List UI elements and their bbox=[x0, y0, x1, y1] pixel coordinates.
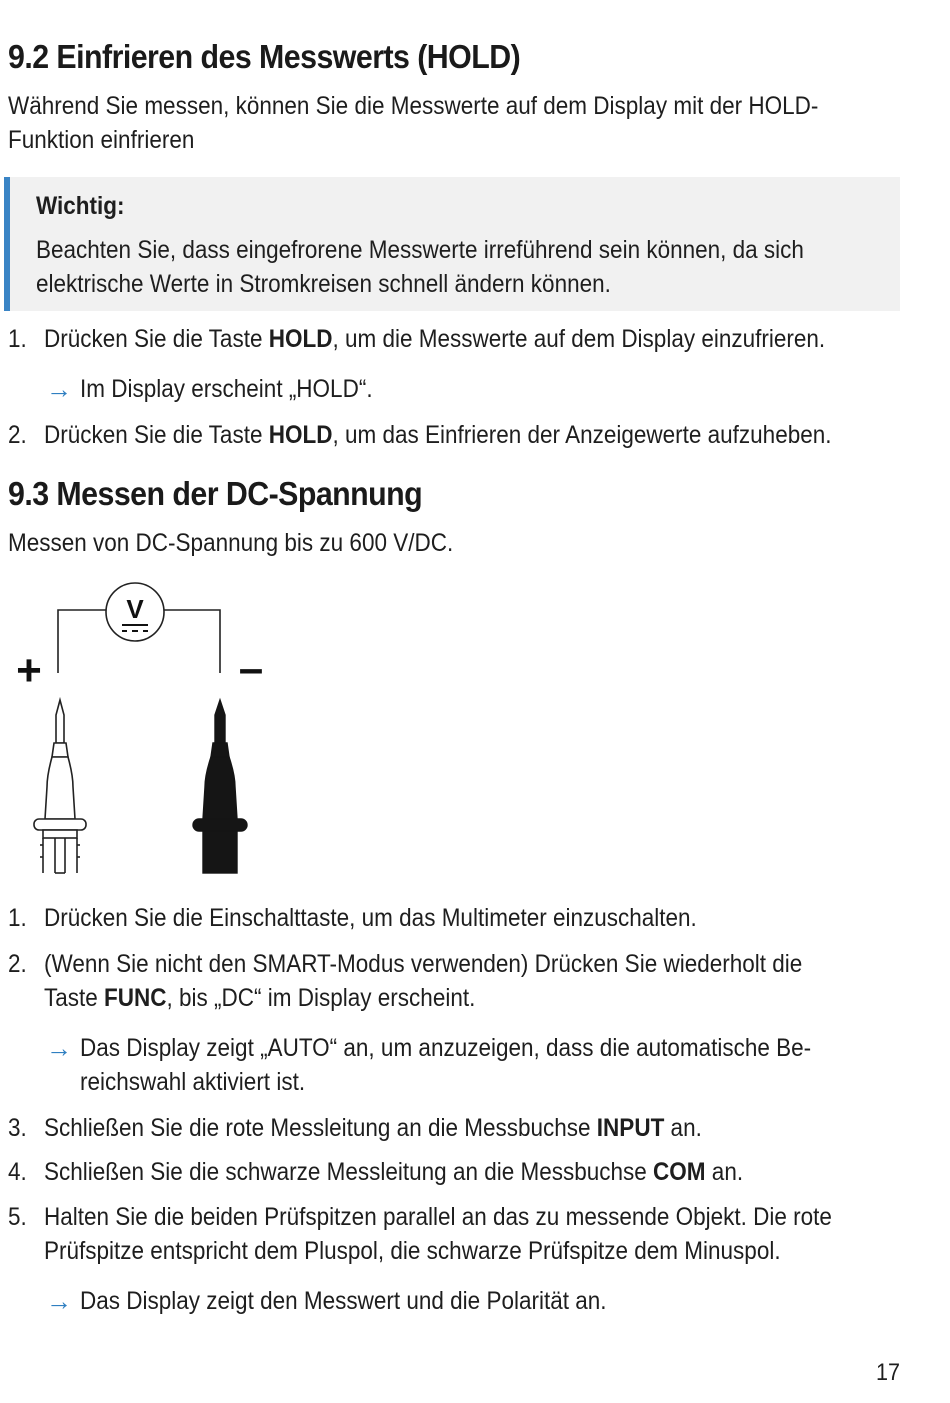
manual-page: 9.2 Einfrieren des Messwerts (HOLD) Während Sie messen, können Sie die Messwerte auf dem Display mit der HOLD- Funktion einfrieren Wichtig: Beachten Sie, dass eingefrorene Messwerte irreführend sein können, da sich elektrische Werte in Stromkreisen schnell ändern können. 1. Drücken Sie die Taste HOLD, um die Messwerte auf dem Display einzufrieren. → Im Display erscheint „HOLD“. 2. Drücken Sie die Taste HOLD, um das Einfrieren der Anzeigewerte aufzuheben. 9.3 Messen der DC-Spannung Messen von DC-Spannung bis zu 600 V/DC. V + – 1. Drücken Sie die Einschalttaste, um das Multimeter einzuschalten. 2. (Wenn Sie nicht den SMART-Modus verwenden) Drücken Sie wiederholt die Taste FUNC, bis „DC“ im Display erscheint. → Das Display zeigt „AUTO“ an, um anzuzeigen, dass die automatische Be- reichswahl aktiviert ist. 3. Schließen Sie die rote Messleitung an die Messbuchse INPUT an. 4. Schließen Sie die schwarze Messleitung an die Messbuchse COM an. 5. Halten Sie die beiden Prüfspitzen parallel an das zu messende Objekt. Die rote Prüfspitze entspricht dem Pluspol, die schwarze Prüfspitze dem Minuspol. → Das Display zeigt den Messwert und die Polarität an. 17 bbox=[0, 0, 950, 1403]
page-number: 17 bbox=[876, 1359, 901, 1386]
hold-intro-line2: Funktion einfrieren bbox=[8, 126, 195, 154]
note-line1: Beachten Sie, dass eingefrorene Messwerte irreführend sein können, da sich bbox=[36, 236, 804, 264]
arrow-right-icon: → bbox=[46, 1033, 72, 1063]
voltmeter-symbol: V bbox=[126, 594, 144, 624]
red-probe-icon bbox=[34, 700, 86, 873]
dc-measurement-diagram bbox=[0, 575, 300, 880]
plus-sign: + bbox=[16, 646, 42, 695]
minus-sign: – bbox=[238, 644, 264, 693]
important-note-box bbox=[4, 177, 900, 311]
heading-hold: 9.2 Einfrieren des Messwerts (HOLD) bbox=[8, 38, 521, 75]
heading-dc-voltage: 9.3 Messen der DC-Spannung bbox=[8, 475, 423, 512]
circuit-wire-minus bbox=[164, 610, 220, 673]
dc-intro: Messen von DC-Spannung bis zu 600 V/DC. bbox=[8, 529, 454, 557]
arrow-right-icon: → bbox=[46, 374, 72, 404]
note-line2: elektrische Werte in Stromkreisen schnell ändern können. bbox=[36, 270, 611, 298]
black-probe-icon bbox=[193, 700, 247, 873]
note-title: Wichtig: bbox=[36, 192, 125, 220]
circuit-wire-plus bbox=[58, 610, 106, 673]
arrow-right-icon: → bbox=[46, 1286, 72, 1316]
hold-intro-line1: Während Sie messen, können Sie die Messwerte auf dem Display mit der HOLD- bbox=[8, 92, 819, 120]
